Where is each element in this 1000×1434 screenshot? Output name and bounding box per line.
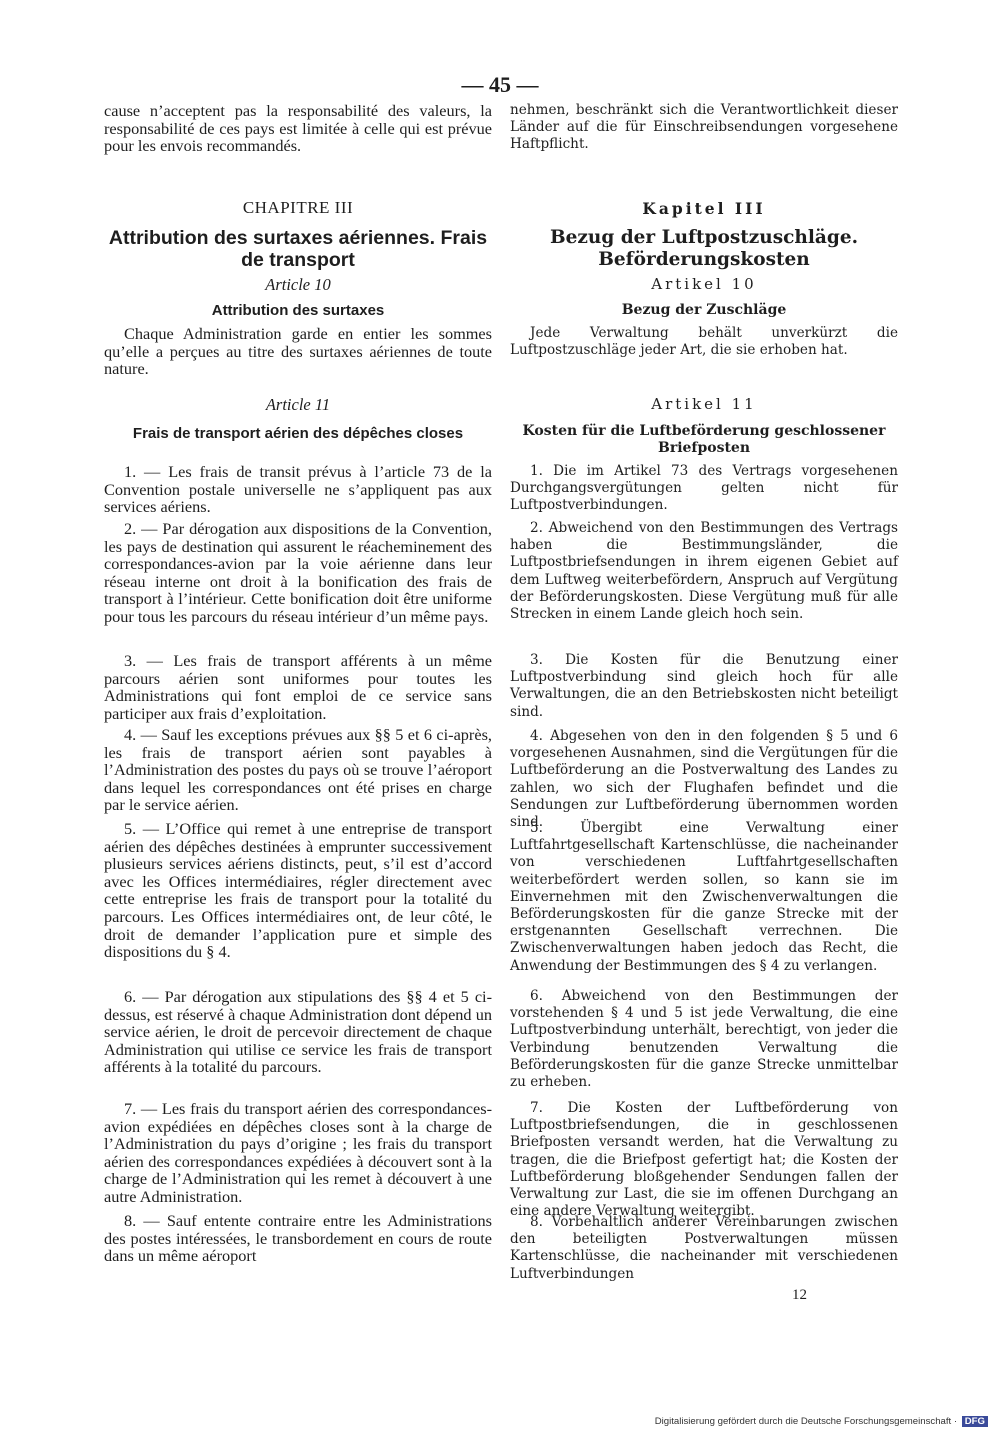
german-paragraph-4: 4. Abgesehen von den in den folgenden § 5 und 6 vorgesehenen Ausnahmen, sind die Vergütungen für die Luftbeförderung an die Postverwaltung des Landes zu zahlen, wo sich der Flughafen befindet und die Sendungen zur Luftbeförderung übernommen worden sind. bbox=[510, 728, 898, 831]
german-paragraph-5: 5. Übergibt eine Verwaltung einer Luftfahrtgesellschaft Kartenschlüsse, die nacheinander von verschiedenen Luftfahrtgesellschaften weiterbefördert werden sollen, so kann sie im Einvernehmen mit den Zwischenverwaltungen die Beförderungskosten für die ganze Strecke mit der erstgenannten Gesellschaft verrechnen. Die Zwischenverwaltungen haben jedoch das Recht, die Anwendung der Bestimmungen des § 4 zu verlangen. bbox=[510, 820, 898, 974]
german-paragraph-1: 1. Die im Artikel 73 des Vertrags vorgesehenen Durchgangsvergütungen gelten nicht für Luftpostverbindungen. bbox=[510, 463, 898, 514]
french-intro-paragraph: cause n’acceptent pas la responsabilité des valeurs, la responsabilité de ces pays est limitée à celle qui est prévue pour les envois recommandés. bbox=[104, 101, 492, 156]
footer-text: Digitalisierung gefördert durch die Deutsche Forschungsgemeinschaft · bbox=[654, 1416, 958, 1427]
german-article-10-title: Bezug der Zuschläge bbox=[621, 302, 787, 318]
french-paragraph-8: 8. — Sauf entente contraire entre les Administrations des postes intéressées, le transbordement en cours de route dans un même aéroport bbox=[104, 1211, 492, 1266]
french-paragraph-4: 4. — Sauf les exceptions prévues aux §§ 5 et 6 ci-après, les frais de transport aérien sont payables à l’Administration des postes du pays où se trouve l’aéroport dans lequel les correspondances ont été prises en charge par le service aérien. bbox=[104, 725, 492, 815]
french-article-11-title: Frais de transport aérien des dépêches closes bbox=[132, 425, 464, 442]
german-paragraph-7: 7. Die Kosten der Luftbeförderung von Luftpostbriefsendungen, die in geschlossenen Briefposten versandt werden, hat die Verwaltung zu tragen, die die Briefpost gefertigt hat; die Kosten der Luftbeförderung bloßgehender Sendungen fallen der Verwaltung zur Last, die sie im offenen Durchgang an eine andere Verwaltung weitergibt. bbox=[510, 1100, 898, 1220]
french-paragraph-1: 1. — Les frais de transit prévus à l’article 73 de la Convention postale universelle ne s’appliquent pas aux services aériens. bbox=[104, 462, 492, 517]
page-number: — 45 — bbox=[461, 72, 539, 97]
german-paragraph-6: 6. Abweichend von den Bestimmungen der vorstehenden § 4 und 5 ist jede Verwaltung, die eine Luftpostverbindung unterhält, berechtigt, von jeder die Verbindung benutzenden Verwaltung die Beförderungskosten für die ganze Strecke unmittelbar zu erheben. bbox=[510, 988, 898, 1091]
french-article-10-heading: Article 10 bbox=[265, 275, 331, 294]
french-article-11-heading: Article 11 bbox=[265, 395, 331, 414]
german-article-11-title: Kosten für die Luftbeförderung geschlossener Briefposten bbox=[522, 423, 886, 456]
german-article-11-heading: Artikel 11 bbox=[651, 395, 757, 413]
german-paragraph-3: 3. Die Kosten für die Benutzung einer Luftpostverbindung sind gleich hoch für alle Verwaltungen, die an den Betriebskosten nicht beteiligt sind. bbox=[510, 652, 898, 720]
french-chapter-title: Attribution des surtaxes aériennes. Frais de transport bbox=[108, 227, 488, 271]
french-article-10-text: Chaque Administration garde en entier les sommes qu’elle a perçues au titre des surtaxes aériennes de toute nature. bbox=[104, 324, 492, 379]
german-chapter-heading: Kapitel III bbox=[642, 199, 766, 218]
german-intro-paragraph: nehmen, beschränkt sich die Verantwortlichkeit dieser Länder auf die für Einschreibsendungen vorgesehene Haftpflicht. bbox=[510, 102, 898, 153]
digitization-footer bbox=[655, 1416, 988, 1427]
french-paragraph-2: 2. — Par dérogation aux dispositions de la Convention, les pays de destination qui assurent le réacheminement des correspondances-avion par la voie aérienne dans leur réseau interne ont droit à la bonification des frais de transport à l’intérieur. Cette bonification doit être uniforme pour tous les parcours du réseau intérieur d’un même pays. bbox=[104, 519, 492, 626]
french-article-10-title: Attribution des surtaxes bbox=[211, 302, 385, 319]
german-paragraph-2: 2. Abweichend von den Bestimmungen des Vertrags haben die Bestimmungsländer, die Luftpostbriefsendungen in ihrem eigenen Gebiet auf dem Luftweg weiterbefördern, Anspruch auf Vergütung der Beförderungskosten. Diese Vergütung muß für alle Strecken in einem Lande gleich hoch sein. bbox=[510, 520, 898, 623]
german-article-10-heading: Artikel 10 bbox=[651, 275, 757, 293]
german-article-10-text: Jede Verwaltung behält unverkürzt die Luftpostzuschläge jeder Art, die sie erhoben hat. bbox=[510, 325, 898, 359]
signature-number: 12 bbox=[792, 1287, 807, 1303]
dfg-logo: DFG bbox=[962, 1416, 988, 1427]
french-paragraph-3: 3. — Les frais de transport afférents à un même parcours aérien sont uniformes pour toutes les Administrations qui font emploi de ce service sans participer aux frais d’exploitation. bbox=[104, 651, 492, 723]
french-paragraph-6: 6. — Par dérogation aux stipulations des §§ 4 et 5 ci-dessus, est réservé à chaque Administration dont dépend un service aérien, le droit de percevoir directement de chaque Administration qui utilise ce service les frais de transport afférents à la totalité du parcours. bbox=[104, 987, 492, 1077]
french-paragraph-7: 7. — Les frais du transport aérien des correspondances-avion expédiées en dépêches closes sont à la charge de l’Administration du pays d’origine ; les frais du transport aérien des correspondances expédiées à découvert sont à la charge de l’Administration qui les remet à découvert à une autre Administration. bbox=[104, 1099, 492, 1206]
german-chapter-title: Bezug der Luftpostzuschläge. Beförderungskosten bbox=[549, 227, 859, 270]
german-paragraph-8: 8. Vorbehaltlich anderer Vereinbarungen zwischen den beteiligten Postverwaltungen müssen Kartenschlüsse, die nacheinander mit verschiedenen Luftverbindungen bbox=[510, 1214, 898, 1282]
french-paragraph-5: 5. — L’Office qui remet à une entreprise de transport aérien des dépêches destinées à emprunter successivement plusieurs services aériens distincts, peut, s’il est d’accord avec les Offices intermédiaires, régler directement avec cette entreprise les frais de transport pour la totalité du parcours. Les Offices intermédiaires ont, de leur côté, le droit de demander l’application pure et simple des dispositions du § 4. bbox=[104, 819, 492, 962]
french-chapter-heading: CHAPITRE III bbox=[242, 198, 354, 217]
